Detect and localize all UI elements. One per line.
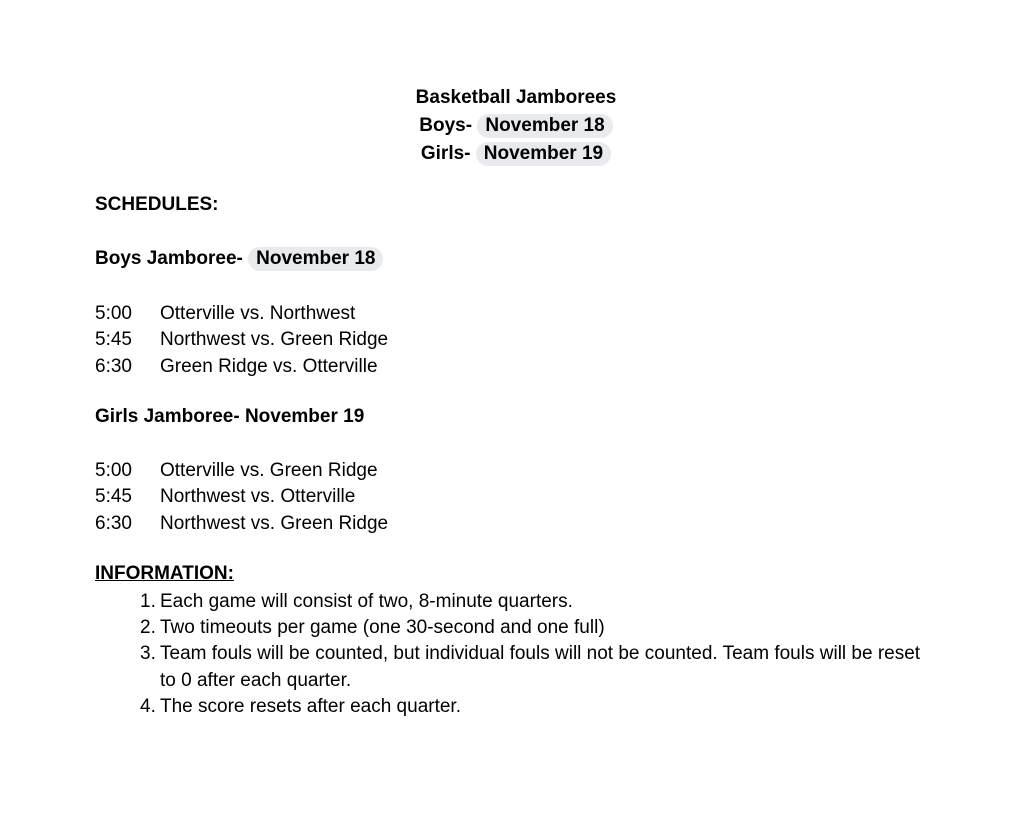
list-item-number: 2. [140, 617, 156, 639]
schedule-row [95, 458, 388, 484]
page-title: Basketball Jamborees [415, 87, 617, 108]
girls-jamboree-heading: Girls Jamboree- November 19 [95, 406, 365, 427]
game-matchup: Northwest vs. Otterville [160, 486, 356, 508]
list-item [95, 694, 925, 720]
game-matchup: Otterville vs. Northwest [160, 303, 356, 325]
game-time: 5:45 [95, 486, 132, 508]
list-item-text: The score resets after each quarter. [160, 695, 461, 717]
list-item [95, 641, 925, 693]
list-item-number: 3. [140, 643, 156, 665]
list-item-text: Team fouls will be counted, but individual fouls will not be counted. Team fouls will be reset to 0 after each quarter. [160, 643, 921, 691]
list-item-text: Two timeouts per game (one 30-second and one full) [160, 617, 605, 639]
game-matchup: Northwest vs. Green Ridge [160, 512, 389, 534]
game-matchup: Otterville vs. Green Ridge [160, 460, 378, 482]
schedule-row [95, 354, 388, 380]
list-item [95, 589, 925, 615]
list-item-number: 4. [140, 695, 156, 717]
list-item-text: Each game will consist of two, 8-minute quarters. [160, 591, 573, 612]
boys-jamboree-heading [95, 247, 383, 271]
document-header [0, 84, 1024, 168]
girls-label: Girls- [420, 143, 471, 164]
boys-jamboree-date-chip[interactable]: November 18 [248, 247, 383, 271]
girls-date-line [0, 140, 1024, 168]
schedule-row [95, 484, 388, 510]
schedule-row [95, 301, 388, 327]
information-heading: INFORMATION: [95, 563, 234, 584]
game-time: 6:30 [95, 512, 132, 534]
schedule-row [95, 511, 388, 537]
game-matchup: Green Ridge vs. Otterville [160, 355, 378, 377]
list-item [95, 615, 925, 641]
boys-date-chip[interactable]: November 18 [477, 114, 612, 138]
game-time: 5:00 [95, 460, 132, 482]
girls-schedule [95, 458, 388, 537]
boys-schedule [95, 301, 388, 380]
game-matchup: Northwest vs. Green Ridge [160, 329, 389, 351]
girls-date-chip[interactable]: November 19 [476, 142, 611, 166]
list-item-number: 1. [140, 591, 156, 612]
schedules-heading: SCHEDULES: [95, 194, 219, 215]
information-list [95, 589, 925, 720]
boys-label: Boys- [419, 115, 473, 136]
game-time: 6:30 [95, 355, 132, 377]
schedule-row [95, 327, 388, 353]
game-time: 5:00 [95, 303, 132, 325]
boys-jamboree-label: Boys Jamboree- [95, 248, 243, 269]
boys-date-line [0, 112, 1024, 140]
game-time: 5:45 [95, 329, 132, 351]
